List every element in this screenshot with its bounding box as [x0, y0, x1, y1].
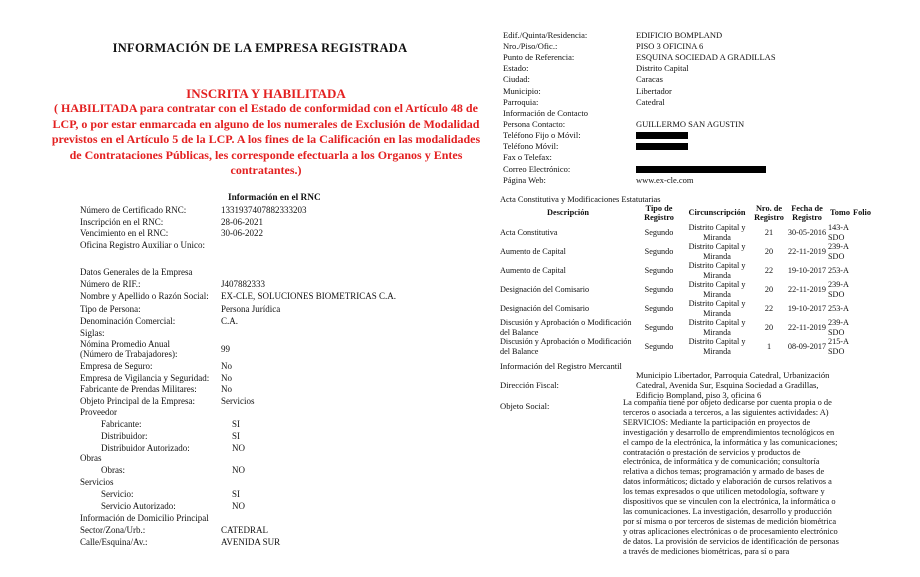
left-row-value: NO	[232, 501, 245, 511]
status-text: ( HABILITADA para contratar con el Estado de conformidad con el Artículo 48 de LCP, o por estar enmarcada en alguno de los numerales de Exclusión de Modalidad previstos en el Artículo 5 de la LCP. A los fines de la Calificación en las modalidades de Contrataciones Públicas, les corresponde efectuarla a los Organos y Entes contratantes.)	[51, 101, 481, 177]
table-row	[500, 337, 872, 356]
left-row-value: Persona Jurídica	[221, 304, 281, 314]
left-row-label: Obras	[80, 453, 102, 463]
left-row-label: Fabricante:	[101, 419, 142, 429]
left-row-value: Servicios	[221, 396, 255, 406]
right-row-label: Nro./Piso/Ofic.:	[503, 41, 558, 51]
right-row-label: Persona Contacto:	[503, 119, 566, 129]
cell-tomo: 239-A SDO	[828, 242, 849, 261]
cell-circunscripcion: Distrito Capital y Miranda	[688, 299, 746, 318]
cell-tipo-registro: Segundo	[644, 303, 674, 313]
direccion-fiscal-value: Municipio Libertador, Parroquia Catedral, Urbanización Catedral, Avenida Sur, Esquina Sociedad a Gradillas, Edificio Bompland, piso 3, oficina 6	[636, 370, 830, 400]
mercantil-section-heading: Información del Registro Mercantil	[500, 361, 622, 371]
cell-tipo-registro: Segundo	[644, 284, 674, 294]
rnc-section-heading: Información en el RNC	[228, 193, 321, 203]
left-row-label: Sector/Zona/Urb.:	[80, 525, 146, 535]
right-row-value: Distrito Capital	[636, 63, 689, 73]
left-row-label: Nombre y Apellido o Razón Social:	[80, 291, 209, 301]
cell-descripcion: Discusión y Aprobación o Modificación del Balance	[500, 337, 632, 356]
left-row-value: 30-06-2022	[221, 228, 263, 238]
table-row	[500, 223, 872, 242]
col-folio: Folio	[853, 208, 871, 218]
left-row-label: Obras:	[101, 465, 125, 475]
right-row-value: PISO 3 OFICINA 6	[636, 41, 704, 51]
right-row-value: Libertador	[636, 86, 672, 96]
cell-circunscripcion: Distrito Capital y Miranda	[688, 223, 746, 242]
cell-fecha-registro: 22-11-2019	[788, 322, 826, 332]
cell-nro-registro: 20	[764, 246, 774, 256]
cell-tomo: 215-A SDO	[828, 337, 849, 356]
left-row-label: Datos Generales de la Empresa	[80, 267, 193, 277]
cell-tipo-registro: Segundo	[644, 322, 674, 332]
cell-tomo: 253-A	[828, 303, 849, 313]
right-row-label: Punto de Referencia:	[503, 52, 575, 62]
col-tipo-registro: Tipo de Registro	[644, 203, 674, 222]
cell-folio	[852, 318, 872, 337]
cell-folio	[852, 299, 872, 318]
right-row-label: Edif./Quinta/Residencia:	[503, 30, 588, 40]
cell-fecha-registro: 08-09-2017	[787, 341, 827, 351]
left-row-value: No	[221, 361, 232, 371]
redacted-value	[636, 132, 688, 139]
right-row-label: Teléfono Móvil:	[503, 141, 559, 151]
left-row-label: Empresa de Seguro:	[80, 361, 153, 371]
left-row-label: Servicios	[80, 477, 114, 487]
right-row-label: Parroquia:	[503, 97, 539, 107]
right-row-value: Caracas	[636, 74, 663, 84]
cell-circunscripcion: Distrito Capital y Miranda	[688, 261, 746, 280]
status-heading: INSCRITA Y HABILITADA	[186, 86, 346, 101]
cell-circunscripcion: Distrito Capital y Miranda	[688, 337, 746, 356]
cell-nro-registro: 22	[764, 265, 774, 275]
cell-tipo-registro: Segundo	[644, 265, 674, 275]
left-row-label: Denominación Comercial:	[80, 316, 176, 326]
right-row-label: Correo Electrónico:	[503, 164, 571, 174]
cell-descripcion: Discusión y Aprobación o Modificación del Balance	[500, 318, 632, 337]
cell-descripcion: Aumento de Capital	[500, 246, 566, 256]
cell-tomo: 239-A SDO	[828, 280, 849, 299]
left-row-value: NO	[232, 443, 245, 453]
table-row	[500, 299, 872, 318]
left-row-label: Número de RIF.:	[80, 279, 141, 289]
left-row-label: Empresa de Vigilancia y Seguridad:	[80, 373, 210, 383]
redacted-value	[636, 143, 688, 150]
cell-circunscripcion: Distrito Capital y Miranda	[688, 280, 746, 299]
left-row-label: Fabricante de Prendas Militares:	[80, 384, 197, 394]
cell-fecha-registro: 19-10-2017	[787, 303, 827, 313]
acta-table-header	[500, 203, 872, 223]
cell-fecha-registro: 22-11-2019	[788, 284, 826, 294]
cell-folio	[852, 242, 872, 261]
left-row-value: EX-CLE, SOLUCIONES BIOMETRICAS C.A.	[221, 291, 397, 301]
cell-fecha-registro: 19-10-2017	[787, 265, 827, 275]
cell-circunscripcion: Distrito Capital y Miranda	[688, 318, 746, 337]
cell-tomo: 239-A SDO	[828, 318, 849, 337]
cell-tipo-registro: Segundo	[644, 227, 674, 237]
left-row-value: NO	[232, 465, 245, 475]
left-row-label: Distribuidor Autorizado:	[101, 443, 190, 453]
cell-tomo: 253-A	[828, 265, 849, 275]
cell-descripcion: Acta Constitutiva	[500, 227, 558, 237]
left-row-value: 99	[221, 344, 230, 354]
left-row-label: Distribuidor:	[101, 431, 148, 441]
cell-folio	[852, 337, 872, 356]
cell-fecha-registro: 22-11-2019	[788, 246, 826, 256]
right-row-label: Información de Contacto	[503, 108, 588, 118]
left-row-value: 1331937407882333203	[221, 205, 307, 215]
table-row	[500, 318, 872, 337]
left-row-label: Proveedor	[80, 407, 117, 417]
left-row-value: SI	[232, 489, 241, 499]
right-row-label: Página Web:	[503, 175, 546, 185]
left-row-value: 28-06-2021	[221, 217, 263, 227]
left-row-value: CATEDRAL	[221, 525, 268, 535]
right-row-value: EDIFICIO BOMPLAND	[636, 30, 723, 40]
right-row-value: GUILLERMO SAN AGUSTIN	[636, 119, 745, 129]
left-row-value: J407882333	[221, 279, 266, 289]
left-row-value: AVENIDA SUR	[221, 537, 281, 547]
right-row-label: Fax o Telefax:	[503, 152, 552, 162]
left-row-label: Calle/Esquina/Av.:	[80, 537, 148, 547]
cell-tipo-registro: Segundo	[644, 341, 674, 351]
right-row-value: Catedral	[636, 97, 665, 107]
left-row-value: No	[221, 373, 232, 383]
right-row-value: ESQUINA SOCIEDAD A GRADILLAS	[636, 52, 776, 62]
cell-tipo-registro: Segundo	[644, 246, 674, 256]
left-row-label: Vencimiento en el RNC:	[80, 228, 169, 238]
page-title: INFORMACIÓN DE LA EMPRESA REGISTRADA	[112, 41, 408, 55]
redacted-value	[636, 166, 766, 173]
table-row	[500, 242, 872, 261]
cell-tomo: 143-A SDO	[828, 223, 849, 242]
objeto-social-value: La compañía tiene por objeto dedicarse por cuenta propia o de terceros o asociada a terceros, a las siguientes actividades: A) SERVICIOS: Mediante la participación en proyectos de investigación y desarrollo de emprendimientos tecnológicos en el campo de la electrónica, la informática y las comunicaciones; contratación o prestación de servicios y productos de electrónica, de informática y de comunicación; consultoría relativa a dichos temas; programación y armado de bases de datos informáticos; dictado y elaboración de cursos relativos a los temas expresados o que utilicen metodología, software y dispositivos que se vinculen con la electrónica, la informática o las comunicaciones. La investigación, desarrollo y producción por sí misma o por terceros de sistemas de medición biométrica y otras aplicaciones electrónicas o de procesamiento electrónico de datos. La provisión de servicios de identificación de personas a través de mediciones biométricas, para sí o para	[623, 398, 839, 556]
cell-descripcion: Designación del Comisario	[500, 303, 590, 313]
cell-folio	[852, 280, 872, 299]
left-row-label: Servicio Autorizado:	[101, 501, 176, 511]
cell-circunscripcion: Distrito Capital y Miranda	[688, 242, 746, 261]
right-row-label: Teléfono Fijo o Móvil:	[503, 130, 581, 140]
col-circunscripcion: Circunscripción	[688, 208, 746, 218]
left-row-label: Objeto Principal de la Empresa:	[80, 396, 195, 406]
left-row-label: Siglas:	[80, 328, 105, 338]
cell-nro-registro: 1	[766, 341, 772, 351]
right-row-label: Municipio:	[503, 86, 541, 96]
table-row	[500, 280, 872, 299]
left-row-label: Inscripción en el RNC:	[80, 217, 164, 227]
left-row-value: SI	[232, 431, 241, 441]
cell-nro-registro: 21	[764, 227, 774, 237]
col-descripcion: Descripción	[547, 208, 589, 218]
left-row-label: Información de Domicilio Principal	[80, 513, 209, 523]
acta-table	[500, 203, 872, 356]
cell-nro-registro: 22	[764, 303, 774, 313]
cell-descripcion: Aumento de Capital	[500, 265, 566, 275]
left-row-value: C.A.	[221, 316, 239, 326]
right-row-label: Estado:	[503, 63, 529, 73]
col-tomo: Tomo	[830, 208, 850, 218]
cell-folio	[852, 223, 872, 242]
left-row-label: Servicio:	[101, 489, 134, 499]
right-row-value: www.ex-cle.com	[636, 175, 694, 185]
cell-folio	[852, 261, 872, 280]
cell-nro-registro: 20	[764, 284, 774, 294]
table-row	[500, 261, 872, 280]
col-nro-registro: Nro. de Registro	[754, 203, 784, 222]
left-row-value: SI	[232, 419, 241, 429]
left-row-label-line2: (Número de Trabajadores):	[80, 349, 178, 359]
cell-fecha-registro: 30-05-2016	[787, 227, 827, 237]
direccion-fiscal-label: Dirección Fiscal:	[500, 380, 559, 390]
left-row-label: Oficina Registro Auxiliar o Unico:	[80, 240, 205, 250]
acta-section-heading: Acta Constitutiva y Modificaciones Estatutarias	[500, 195, 661, 204]
left-row-value: No	[221, 384, 232, 394]
col-fecha-registro: Fecha de Registro	[791, 203, 823, 222]
left-row-label: Tipo de Persona:	[80, 304, 141, 314]
right-row-label: Ciudad:	[503, 74, 530, 84]
left-row-label: Nómina Promedio Anual	[80, 339, 170, 349]
left-row-label: Número de Certificado RNC:	[80, 205, 187, 215]
cell-descripcion: Designación del Comisario	[500, 284, 590, 294]
objeto-social-label: Objeto Social:	[500, 401, 550, 411]
cell-nro-registro: 20	[764, 322, 774, 332]
